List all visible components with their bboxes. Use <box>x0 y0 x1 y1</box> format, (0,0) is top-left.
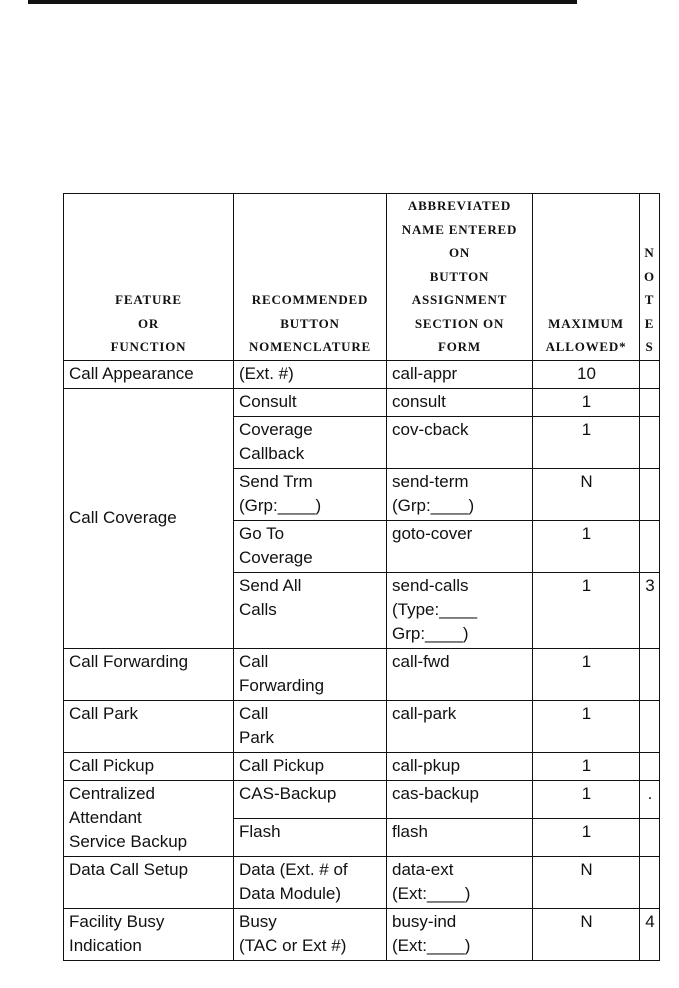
nomenclature-text: Park <box>239 727 274 747</box>
header-text-line: O <box>644 268 655 284</box>
table-row <box>64 700 660 752</box>
nomenclature-text: Data Module) <box>239 883 342 903</box>
nomenclature-text: Send Trm <box>239 471 313 491</box>
abbreviated-name-text: cas-backup <box>392 783 479 803</box>
header-notes <box>640 194 660 361</box>
notes-cell: 3 <box>640 572 660 648</box>
nomenclature-text: Callback <box>239 443 305 463</box>
feature-cell <box>64 752 234 780</box>
table-body <box>64 360 660 960</box>
notes-cell: 4 <box>640 908 660 960</box>
header-row <box>64 194 660 361</box>
abbreviated-name-text: (Ext:____) <box>392 883 471 903</box>
feature-cell <box>64 856 234 908</box>
abbreviated-name-text: Grp:____) <box>392 623 469 643</box>
header-text-line: FEATURE <box>115 292 182 307</box>
feature-text: Call Appearance <box>69 363 194 383</box>
nomenclature-cell <box>234 468 387 520</box>
table-row <box>64 780 660 818</box>
table-row <box>64 752 660 780</box>
header-text-line: BUTTON <box>280 315 340 331</box>
feature-cell <box>64 388 234 648</box>
header-nomenclature <box>234 194 387 361</box>
header-text-line: MAXIMUM <box>548 315 624 331</box>
abbreviated-name-text: cov-cback <box>392 419 469 439</box>
header-text-line: ALLOWED* <box>545 339 627 354</box>
nomenclature-cell <box>234 818 387 856</box>
feature-cell <box>64 908 234 960</box>
notes-cell <box>640 648 660 700</box>
notes-cell <box>640 856 660 908</box>
nomenclature-cell <box>234 856 387 908</box>
maximum-allowed-cell: 1 <box>533 388 640 416</box>
notes-cell <box>640 752 660 780</box>
maximum-allowed-cell: N <box>533 908 640 960</box>
maximum-allowed-cell: 1 <box>533 416 640 468</box>
header-text-line: FUNCTION <box>110 339 187 354</box>
nomenclature-text: Forwarding <box>239 675 325 695</box>
table-row <box>64 908 660 960</box>
notes-cell <box>640 468 660 520</box>
abbreviated-name-text: busy-ind <box>392 911 457 931</box>
maximum-allowed-cell: 1 <box>533 818 640 856</box>
button-assignment-table <box>63 193 660 961</box>
nomenclature-text: Calls <box>239 599 277 619</box>
header-text-line: FORM <box>438 339 481 354</box>
table-row <box>64 856 660 908</box>
feature-text: Call Forwarding <box>69 651 189 671</box>
nomenclature-cell <box>234 520 387 572</box>
feature-cell <box>64 700 234 752</box>
maximum-allowed-cell: 1 <box>533 572 640 648</box>
abbreviated-name-cell <box>387 818 533 856</box>
abbreviated-name-cell <box>387 648 533 700</box>
feature-cell <box>64 780 234 856</box>
abbreviated-name-cell <box>387 360 533 388</box>
maximum-allowed-cell: 10 <box>533 360 640 388</box>
notes-cell <box>640 700 660 752</box>
feature-text: Call Park <box>69 703 138 723</box>
feature-text: Attendant <box>69 807 142 827</box>
maximum-allowed-cell: N <box>533 468 640 520</box>
header-text-line: BUTTON <box>429 268 490 284</box>
abbreviated-name-cell <box>387 468 533 520</box>
nomenclature-cell <box>234 908 387 960</box>
abbreviated-name-cell <box>387 700 533 752</box>
abbreviated-name-cell <box>387 752 533 780</box>
nomenclature-cell <box>234 416 387 468</box>
notes-cell <box>640 520 660 572</box>
nomenclature-text: Busy <box>239 911 277 931</box>
nomenclature-text: Coverage <box>239 419 313 439</box>
notes-cell <box>640 360 660 388</box>
header-text-line: NAME ENTERED <box>401 221 518 237</box>
nomenclature-text: (Grp:____) <box>239 495 322 515</box>
feature-text: Call Pickup <box>69 755 155 775</box>
nomenclature-text: Call <box>239 703 269 723</box>
abbreviated-name-cell <box>387 416 533 468</box>
nomenclature-cell <box>234 388 387 416</box>
header-abbreviated-name <box>387 194 533 361</box>
nomenclature-text: (Ext. #) <box>239 363 294 383</box>
nomenclature-cell <box>234 572 387 648</box>
nomenclature-text: Consult <box>239 391 297 411</box>
header-text-line: NOMENCLATURE <box>248 339 372 354</box>
abbreviated-name-cell <box>387 780 533 818</box>
header-text-line: OR <box>137 315 160 331</box>
abbreviated-name-text: consult <box>392 391 446 411</box>
header-text-line: T <box>644 292 655 307</box>
nomenclature-text: Call <box>239 651 269 671</box>
maximum-allowed-cell: N <box>533 856 640 908</box>
abbreviated-name-text: flash <box>392 821 428 841</box>
abbreviated-name-text: goto-cover <box>392 523 473 543</box>
nomenclature-cell <box>234 780 387 818</box>
nomenclature-cell <box>234 360 387 388</box>
header-feature <box>64 194 234 361</box>
abbreviated-name-cell <box>387 388 533 416</box>
nomenclature-text: Flash <box>239 821 281 841</box>
header-text-line: ASSIGNMENT <box>411 292 508 307</box>
header-maximum <box>533 194 640 361</box>
notes-cell <box>640 818 660 856</box>
feature-text: Indication <box>69 935 142 955</box>
abbreviated-name-text: data-ext <box>392 859 454 879</box>
abbreviated-name-cell <box>387 856 533 908</box>
abbreviated-name-text: (Grp:____) <box>392 495 475 515</box>
header-text-line: SECTION ON <box>414 315 505 331</box>
table-row <box>64 360 660 388</box>
abbreviated-name-text: call-pkup <box>392 755 461 775</box>
feature-text: Call Coverage <box>69 507 177 527</box>
abbreviated-name-cell <box>387 572 533 648</box>
nomenclature-text: Go To <box>239 523 285 543</box>
nomenclature-cell <box>234 700 387 752</box>
abbreviated-name-text: call-appr <box>392 363 458 383</box>
header-text-line: S <box>645 339 654 354</box>
nomenclature-cell <box>234 752 387 780</box>
header-text-line: ON <box>448 245 471 260</box>
top-rule <box>28 0 577 4</box>
feature-text: Data Call Setup <box>69 859 189 879</box>
abbreviated-name-cell <box>387 908 533 960</box>
notes-cell <box>640 388 660 416</box>
nomenclature-cell <box>234 648 387 700</box>
nomenclature-text: Send All <box>239 575 302 595</box>
abbreviated-name-text: (Ext:____) <box>392 935 471 955</box>
abbreviated-name-text: send-calls <box>392 575 469 595</box>
abbreviated-name-text: send-term <box>392 471 469 491</box>
table-row <box>64 388 660 416</box>
header-text-line: E <box>644 315 655 331</box>
header-text-line: ABBREVIATED <box>407 198 512 213</box>
table-row <box>64 648 660 700</box>
notes-cell: . <box>640 780 660 818</box>
feature-text: Centralized <box>69 783 155 803</box>
abbreviated-name-text: (Type:____ <box>392 599 478 619</box>
nomenclature-text: CAS-Backup <box>239 783 337 803</box>
abbreviated-name-text: call-park <box>392 703 457 723</box>
nomenclature-text: Coverage <box>239 547 313 567</box>
notes-cell <box>640 416 660 468</box>
maximum-allowed-cell: 1 <box>533 780 640 818</box>
abbreviated-name-text: call-fwd <box>392 651 450 671</box>
nomenclature-text: Call Pickup <box>239 755 325 775</box>
maximum-allowed-cell: 1 <box>533 520 640 572</box>
feature-cell <box>64 360 234 388</box>
maximum-allowed-cell: 1 <box>533 648 640 700</box>
feature-cell <box>64 648 234 700</box>
maximum-allowed-cell: 1 <box>533 752 640 780</box>
feature-text: Facility Busy <box>69 911 165 931</box>
maximum-allowed-cell: 1 <box>533 700 640 752</box>
abbreviated-name-cell <box>387 520 533 572</box>
nomenclature-text: (TAC or Ext #) <box>239 935 347 955</box>
header-text-line: N <box>644 245 655 260</box>
feature-text: Service Backup <box>69 831 188 851</box>
header-text-line: RECOMMENDED <box>251 292 369 307</box>
nomenclature-text: Data (Ext. # of <box>239 859 348 879</box>
